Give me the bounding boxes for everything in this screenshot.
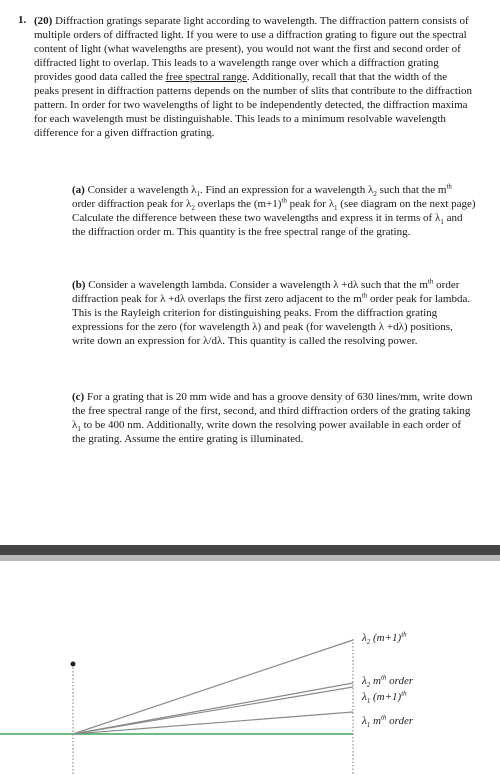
- part-c-text: to be 400 nm. Additionally, write down the resolving power available in each order of the grating. Assume the entire grating is illuminated.: [72, 419, 462, 445]
- label-sup: th: [380, 713, 387, 722]
- part-b-label: (b): [72, 279, 86, 291]
- part-a-sub: 2: [191, 204, 195, 213]
- part-a-sub: 1: [196, 190, 200, 199]
- page-separator-dark: [0, 545, 500, 555]
- label-sub: 1: [366, 721, 371, 730]
- label-text: (m+1): [370, 632, 402, 644]
- part-c-sub: 1: [77, 425, 81, 434]
- part-a-text: such that the m: [376, 184, 447, 196]
- label-lambda1-m-plus-1: [362, 689, 407, 706]
- part-a-text: . Find an expression for a wavelength λ: [199, 184, 374, 196]
- part-a-text: (see diagram on the next page) Calculate the difference between these two wavelengths and express it in terms of λ: [72, 198, 476, 224]
- label-lambda2-m: [362, 673, 414, 690]
- diagram-svg: [0, 561, 500, 775]
- grating-top-dot: [71, 662, 76, 667]
- part-b-sup: th: [427, 277, 434, 286]
- label-sym: λ: [362, 715, 367, 727]
- ray-lambda1-m-plus-1: [73, 687, 353, 734]
- part-a-sub: 1: [334, 204, 338, 213]
- label-lambda2-m-plus-1: [362, 630, 407, 647]
- part-a-text: peak for λ: [286, 198, 335, 210]
- question-number: 1.: [18, 14, 27, 26]
- label-text: order: [386, 675, 414, 687]
- intro-term: free spectral range: [165, 71, 247, 83]
- part-a-text: Consider a wavelength λ: [87, 184, 197, 196]
- part-a: [72, 183, 477, 239]
- label-sup: th: [380, 673, 387, 682]
- part-c-text: For a grating that is 20 mm wide and has a groove density of 630 lines/mm, write down the free spectral range of the first, second, and third diffraction orders of the grating taking λ: [72, 391, 473, 431]
- label-lambda1-m: [362, 713, 414, 730]
- label-text: m: [370, 715, 381, 727]
- label-sub: 2: [366, 681, 371, 690]
- label-text: order: [386, 715, 414, 727]
- part-a-sup: th: [281, 196, 287, 205]
- intro-text-a: Diffraction gratings separate light according to wavelength. The diffraction pattern consists of multiple orders of diffracted light. If you were to use a diffraction grating to figure out the spectral content of light (what wavelengths are present), you would not want the first and second order of diffracted light to overlap. This leads to a wavelength range over which a diffraction grating provides good data called the: [34, 15, 469, 83]
- part-c-label: (c): [72, 391, 85, 403]
- part-a-sup: th: [446, 182, 452, 191]
- intro-text-b: . Additionally, recall that that the width of the peaks present in diffraction patterns depends on the number of slits that contribute to the diffraction pattern. In order for two wavelengths of light to be independently detected, the diffraction maxima for each wavelength must be distinguishable. This leads to a minimum resolvable wavelength difference for a given diffraction grating.: [34, 71, 472, 139]
- label-text: (m+1): [370, 691, 402, 703]
- label-sub: 1: [366, 697, 371, 706]
- ray-lambda2-m-plus-1: [73, 640, 353, 734]
- part-b-text: order peak for lambda. This is the Rayleigh criterion for distinguishing peaks. From the diffraction grating expressions for the zero (for wavelength λ) and peak (for wavelength λ +dλ) positions, write down an expression for λ/dλ. This quantity is called the resolving power.: [72, 293, 471, 347]
- part-a-sub: 1: [440, 218, 444, 227]
- part-a-label: (a): [72, 184, 85, 196]
- diffraction-diagram: [0, 561, 500, 775]
- part-b-text: order diffraction peak for λ +dλ overlaps the first zero adjacent to the m: [72, 279, 460, 305]
- part-b-text: Consider a wavelength lambda. Consider a wavelength λ +dλ such that the m: [88, 279, 428, 291]
- part-a-text: overlaps the (m+1): [194, 198, 282, 210]
- question-points: (20): [34, 15, 53, 27]
- part-c: [72, 390, 477, 446]
- label-sup: th: [401, 630, 407, 639]
- part-b: [72, 278, 477, 348]
- part-b-sup: th: [361, 291, 368, 300]
- label-sym: λ: [362, 691, 367, 703]
- label-sym: λ: [362, 675, 367, 687]
- question-intro: [34, 14, 474, 140]
- label-sym: λ: [362, 632, 367, 644]
- label-text: m: [370, 675, 381, 687]
- ray-lambda1-m: [73, 712, 353, 734]
- part-a-text: and the diffraction order m. This quantity is the free spectral range of the grating.: [72, 212, 463, 238]
- part-a-sub: 2: [373, 190, 377, 199]
- label-sub: 2: [366, 638, 371, 647]
- label-sup: th: [401, 689, 407, 698]
- part-a-text: order diffraction peak for λ: [72, 198, 192, 210]
